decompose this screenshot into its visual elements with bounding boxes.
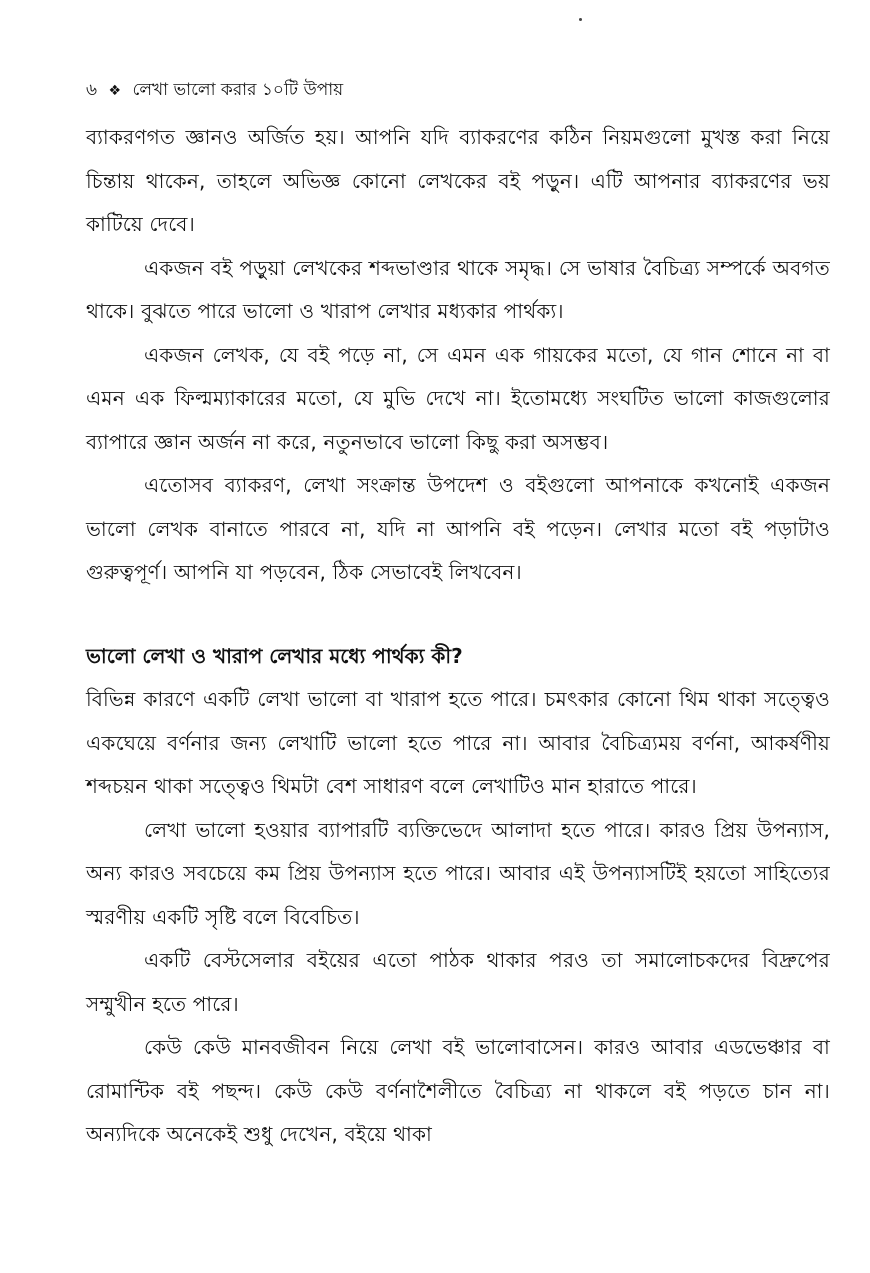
paragraph: এতোসব ব্যাকরণ, লেখা সংক্রান্ত উপদেশ ও বইগুলো আপনাকে কখনোই একজন ভালো লেখক বানাতে পারবে না, যদি না আপনি বই পড়েন। লেখার মতো বই পড়াটাও গুরুত্বপূর্ণ। আপনি যা পড়বেন, ঠিক সেভাবেই লিখবেন। (86, 473, 830, 584)
paragraph: একজন লেখক, যে বই পড়ে না, সে এমন এক গায়কের মতো, যে গান শোনে না বা এমন এক ফিল্মম্যাকারের মতো, যে মুভি দেখে না। ইতোমধ্যে সংঘটিত ভালো কাজগুলোর ব্যাপারে জ্ঞান অর্জন না করে, নতুনভাবে ভালো কিছু করা অসম্ভব। (86, 342, 830, 454)
paragraph: একজন বই পড়ুয়া লেখকের শব্দভাণ্ডার থাকে সমৃদ্ধ। সে ভাষার বৈচিত্র্য সম্পর্কে অবগত থাকে। বুঝতে পারে ভালো ও খারাপ লেখার মধ্যকার পার্থক্য। (86, 255, 830, 323)
print-speck (579, 18, 582, 21)
paragraph: কেউ কেউ মানবজীবন নিয়ে লেখা বই ভালোবাসেন। কারও আবার এডভেঞ্চার বা রোমান্টিক বই পছন্দ। কেউ কেউ বর্ণনাশৈলীতে বৈচিত্র্য না থাকলে বই পড়তে চান না। অন্যদিকে অনেকেই শুধু দেখেন, বইয়ে থাকা (86, 1035, 830, 1146)
paragraph: বিভিন্ন কারণে একটি লেখা ভালো বা খারাপ হতে পারে। চমৎকার কোনো থিম থাকা সত্ত্বেও একঘেয়ে বর্ণনার জন্য লেখাটি ভালো হতে পারে না। আবার বৈচিত্র্যময় বর্ণনা, আকর্ষণীয় শব্দচয়ন থাকা সত্ত্বেও থিমটা বেশ সাধারণ বলে লেখাটিও মান হারাতে পারে। (86, 687, 830, 798)
book-title: লেখা ভালো করার ১০টি উপায় (132, 80, 344, 100)
running-header (86, 78, 343, 103)
ornament-separator: ❖ (108, 83, 122, 99)
paragraph-continued: ব্যাকরণগত জ্ঞানও অর্জিত হয়। আপনি যদি ব্যাকরণের কঠিন নিয়মগুলো মুখস্ত করা নিয়ে চিন্তায় থাকেন, তাহলে অভিজ্ঞ কোনো লেখকের বই পড়ুন। এটি আপনার ব্যাকরণের ভয় কাটিয়ে দেবে। (86, 125, 830, 236)
page-body (86, 116, 830, 1157)
page-number: ৬ (86, 80, 98, 100)
section-heading: ভালো লেখা ও খারাপ লেখার মধ্যে পার্থক্য কী? (86, 643, 463, 668)
paragraph: লেখা ভালো হওয়ার ব্যাপারটি ব্যক্তিভেদে আলাদা হতে পারে। কারও প্রিয় উপন্যাস, অন্য কারও সবচেয়ে কম প্রিয় উপন্যাস হতে পারে। আবার এই উপন্যাসটিই হয়তো সাহিত্যের স্মরণীয় একটি সৃষ্টি বলে বিবেচিত। (86, 817, 830, 929)
paragraph: একটি বেস্টসেলার বইয়ের এতো পাঠক থাকার পরও তা সমালোচকদের বিদ্রুপের সম্মুখীন হতে পারে। (86, 948, 830, 1016)
